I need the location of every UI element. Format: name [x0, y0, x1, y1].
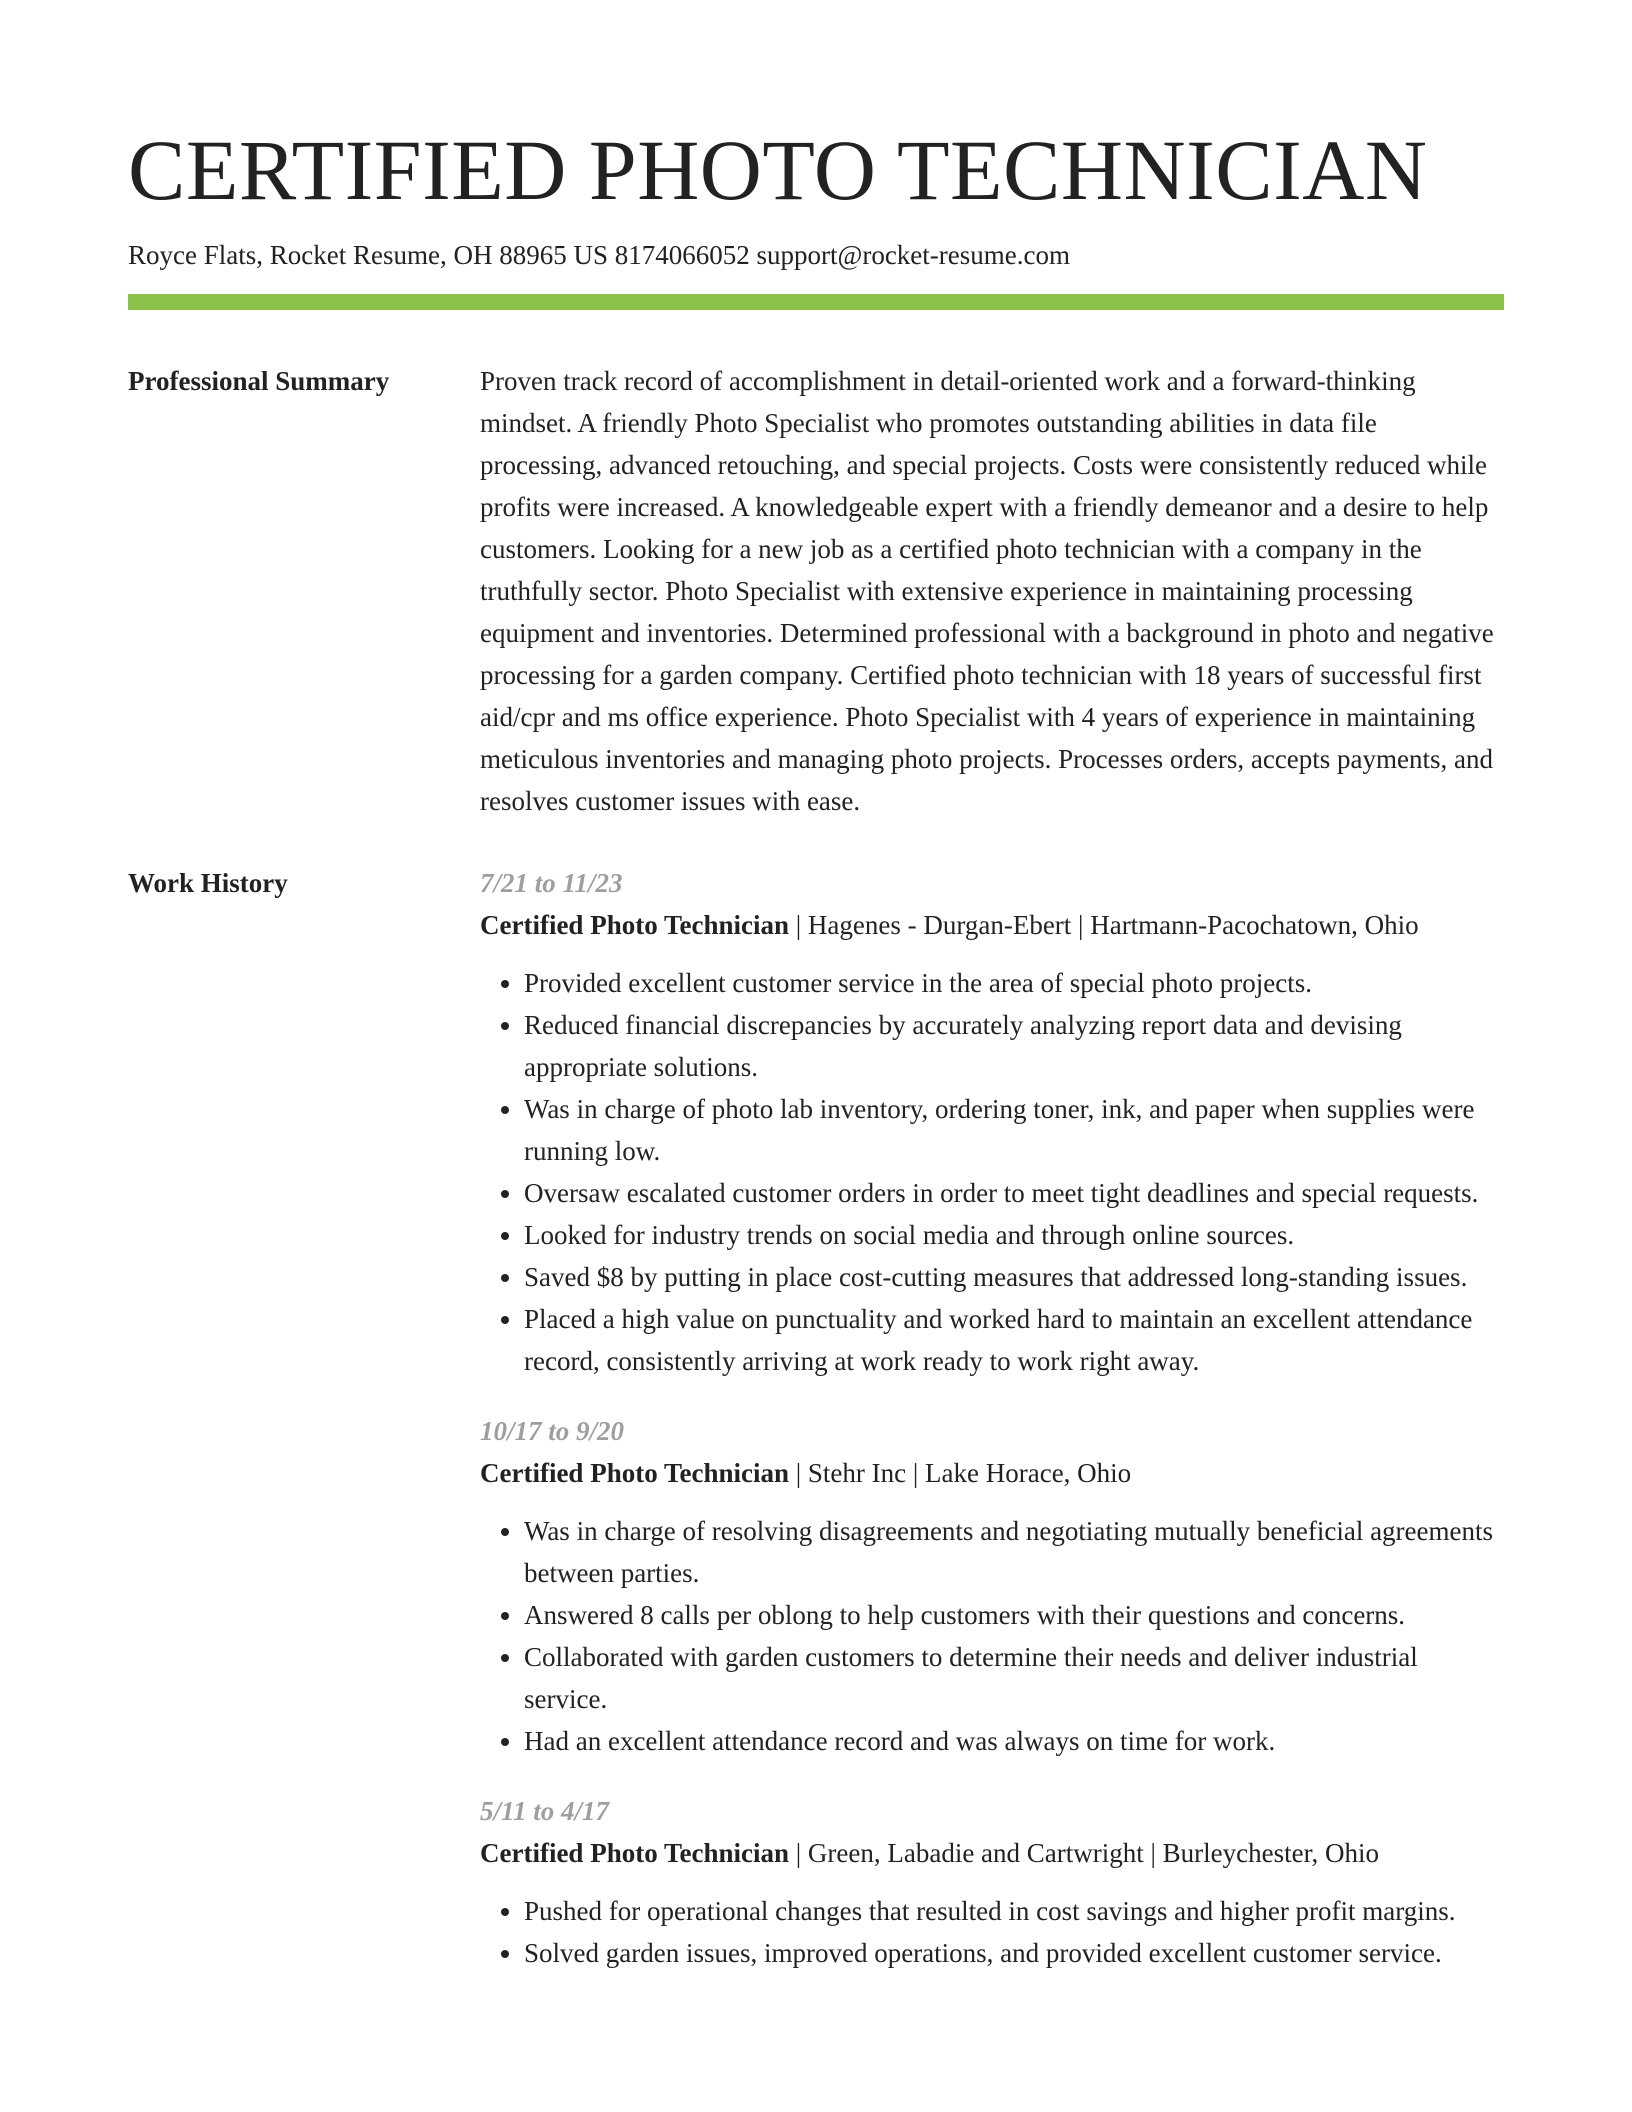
job-title: Certified Photo Technician: [480, 1458, 789, 1488]
job-dates: 10/17 to 9/20: [480, 1416, 625, 1446]
job-bullet-list: [480, 962, 1504, 1382]
summary-text: Proven track record of accomplishment in detail-oriented work and a forward-thinking mindset. A friendly Photo Specialist who promotes outstanding abilities in data file processing, advanced retouching, and special projects. Costs were consistently reduced while profits were increased. A knowledgeable expert with a friendly demeanor and a desire to help customers. Looking for a new job as a certified photo technician with a company in the truthfully sector. Photo Specialist with extensive experience in maintaining processing equipment and inventories. Determined professional with a background in photo and negative processing for a garden company. Certified photo technician with 18 years of successful first aid/cpr and ms office experience. Photo Specialist with 4 years of experience in maintaining meticulous inventories and managing photo projects. Processes orders, accepts payments, and resolves customer issues with ease.: [480, 366, 1494, 816]
job-bullet: • Was in charge of resolving disagreements and negotiating mutually beneficial agreements between parties.: [524, 1510, 1504, 1594]
job-bullet: • Placed a high value on punctuality and worked hard to maintain an excellent attendance record, consistently arriving at work ready to work right away.: [524, 1298, 1504, 1382]
job-bullet: • Oversaw escalated customer orders in order to meet tight deadlines and special requests.: [524, 1172, 1504, 1214]
job-dates: 7/21 to 11/23: [480, 868, 623, 898]
job-entry: [480, 1790, 1504, 1974]
professional-summary-section: [128, 360, 1504, 822]
job-employer-location: | Green, Labadie and Cartwright | Burleychester, Ohio: [789, 1838, 1380, 1868]
section-heading: Professional Summary: [128, 366, 390, 396]
job-dates: 5/11 to 4/17: [480, 1796, 610, 1826]
job-bullet: • Had an excellent attendance record and was always on time for work.: [524, 1720, 1504, 1762]
job-bullet: • Saved $8 by putting in place cost-cutting measures that addressed long-standing issues.: [524, 1256, 1504, 1298]
job-heading: [480, 904, 1504, 946]
contact-info: Royce Flats, Rocket Resume, OH 88965 US 8174066052 support@rocket-resume.com: [128, 240, 1070, 270]
job-title: Certified Photo Technician: [480, 910, 789, 940]
job-bullet: • Answered 8 calls per oblong to help customers with their questions and concerns.: [524, 1594, 1504, 1636]
job-bullet-list: [480, 1890, 1504, 1974]
job-bullet: • Solved garden issues, improved operations, and provided excellent customer service.: [524, 1932, 1504, 1974]
job-employer-location: | Hagenes - Durgan-Ebert | Hartmann-Pacochatown, Ohio: [789, 910, 1419, 940]
resume-page: [128, 0, 1504, 2002]
header-divider: [128, 294, 1504, 310]
job-bullet: • Provided excellent customer service in the area of special photo projects.: [524, 962, 1504, 1004]
section-body: [480, 360, 1504, 822]
job-entry: [480, 1410, 1504, 1762]
job-heading: [480, 1832, 1504, 1874]
job-employer-location: | Stehr Inc | Lake Horace, Ohio: [789, 1458, 1132, 1488]
section-heading: Work History: [128, 868, 288, 898]
work-history-section: [128, 862, 1504, 2002]
job-bullet: • Looked for industry trends on social media and through online sources.: [524, 1214, 1504, 1256]
job-bullet-list: [480, 1510, 1504, 1762]
job-heading: [480, 1452, 1504, 1494]
job-title: Certified Photo Technician: [480, 1838, 789, 1868]
job-entry: [480, 862, 1504, 1382]
job-bullet: • Reduced financial discrepancies by accurately analyzing report data and devising appropriate solutions.: [524, 1004, 1504, 1088]
job-bullet: • Pushed for operational changes that resulted in cost savings and higher profit margins.: [524, 1890, 1504, 1932]
job-bullet: • Was in charge of photo lab inventory, ordering toner, ink, and paper when supplies were running low.: [524, 1088, 1504, 1172]
section-body: [480, 862, 1504, 2002]
job-bullet: • Collaborated with garden customers to determine their needs and deliver industrial service.: [524, 1636, 1504, 1720]
resume-title: CERTIFIED PHOTO TECHNICIAN: [128, 122, 1428, 218]
